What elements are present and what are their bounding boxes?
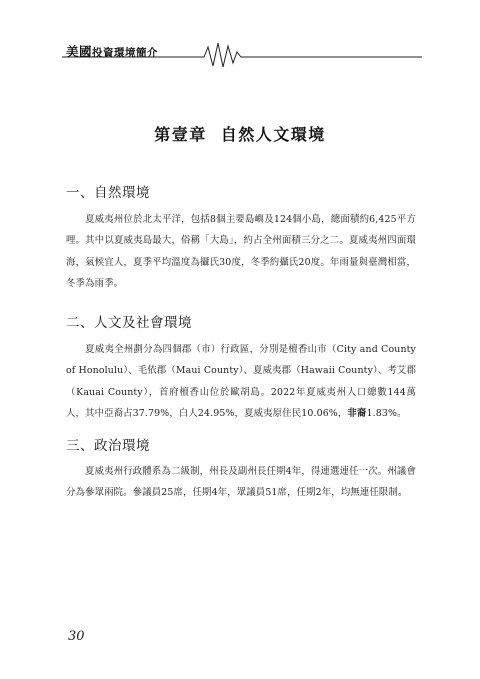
page-number: 30 [68,629,85,644]
section-paragraph-natural-environment [66,209,416,294]
paragraph-text: 夏威夷州位於北太平洋，包括8個主要島嶼及124個小島，總面積約6,425平方哩。其中以夏威夷島最大，俗稱「大島」，約占全州面積三分之二。夏威夷州四面環海，氣候宜人，夏季平均溫度為攝氏30度，冬季約攝氏20度。年雨量與臺灣相當，冬季為雨季。 [66,214,416,289]
running-header [62,38,422,70]
section-paragraph-culture-society [66,339,416,424]
section-heading-political-environment: 三、政治環境 [66,438,150,454]
running-header-subtitle: 投資環境簡介 [92,47,159,59]
chapter-number: 第壹章 [154,125,207,144]
paragraph-text-end: 1.83%。 [366,407,407,419]
chapter-title [0,122,480,145]
paragraph-bold-text: 非裔 [347,407,367,419]
section-heading-natural-environment: 一、自然環境 [66,185,150,201]
paragraph-text: 夏威夷州行政體系為二級制，州長及副州長任期4年，得連選連任一次。州議會分為參眾兩院。參議員25席，任期4年，眾議員51席，任期2年，均無連任限制。 [66,466,416,499]
section-heading-culture-society: 二、人文及社會環境 [66,315,192,331]
chapter-name: 自然人文環境 [220,125,326,144]
section-paragraph-political-environment [66,461,416,504]
running-header-country: 美國 [66,44,93,59]
paragraph-text: 夏威夷全州劃分為四個郡（市）行政區，分別是檀香山市（City and County of Honolulu）、毛依郡（Maui County）、夏威夷郡（Hawaii County）、考艾郡（Kauai County），首府檀香山位於歐胡島。2022年夏威夷州人口總數144萬人，其中亞裔占37.79%，白人24.95%，夏威夷原住民10.06%， [66,344,416,419]
running-header-title [66,42,158,60]
